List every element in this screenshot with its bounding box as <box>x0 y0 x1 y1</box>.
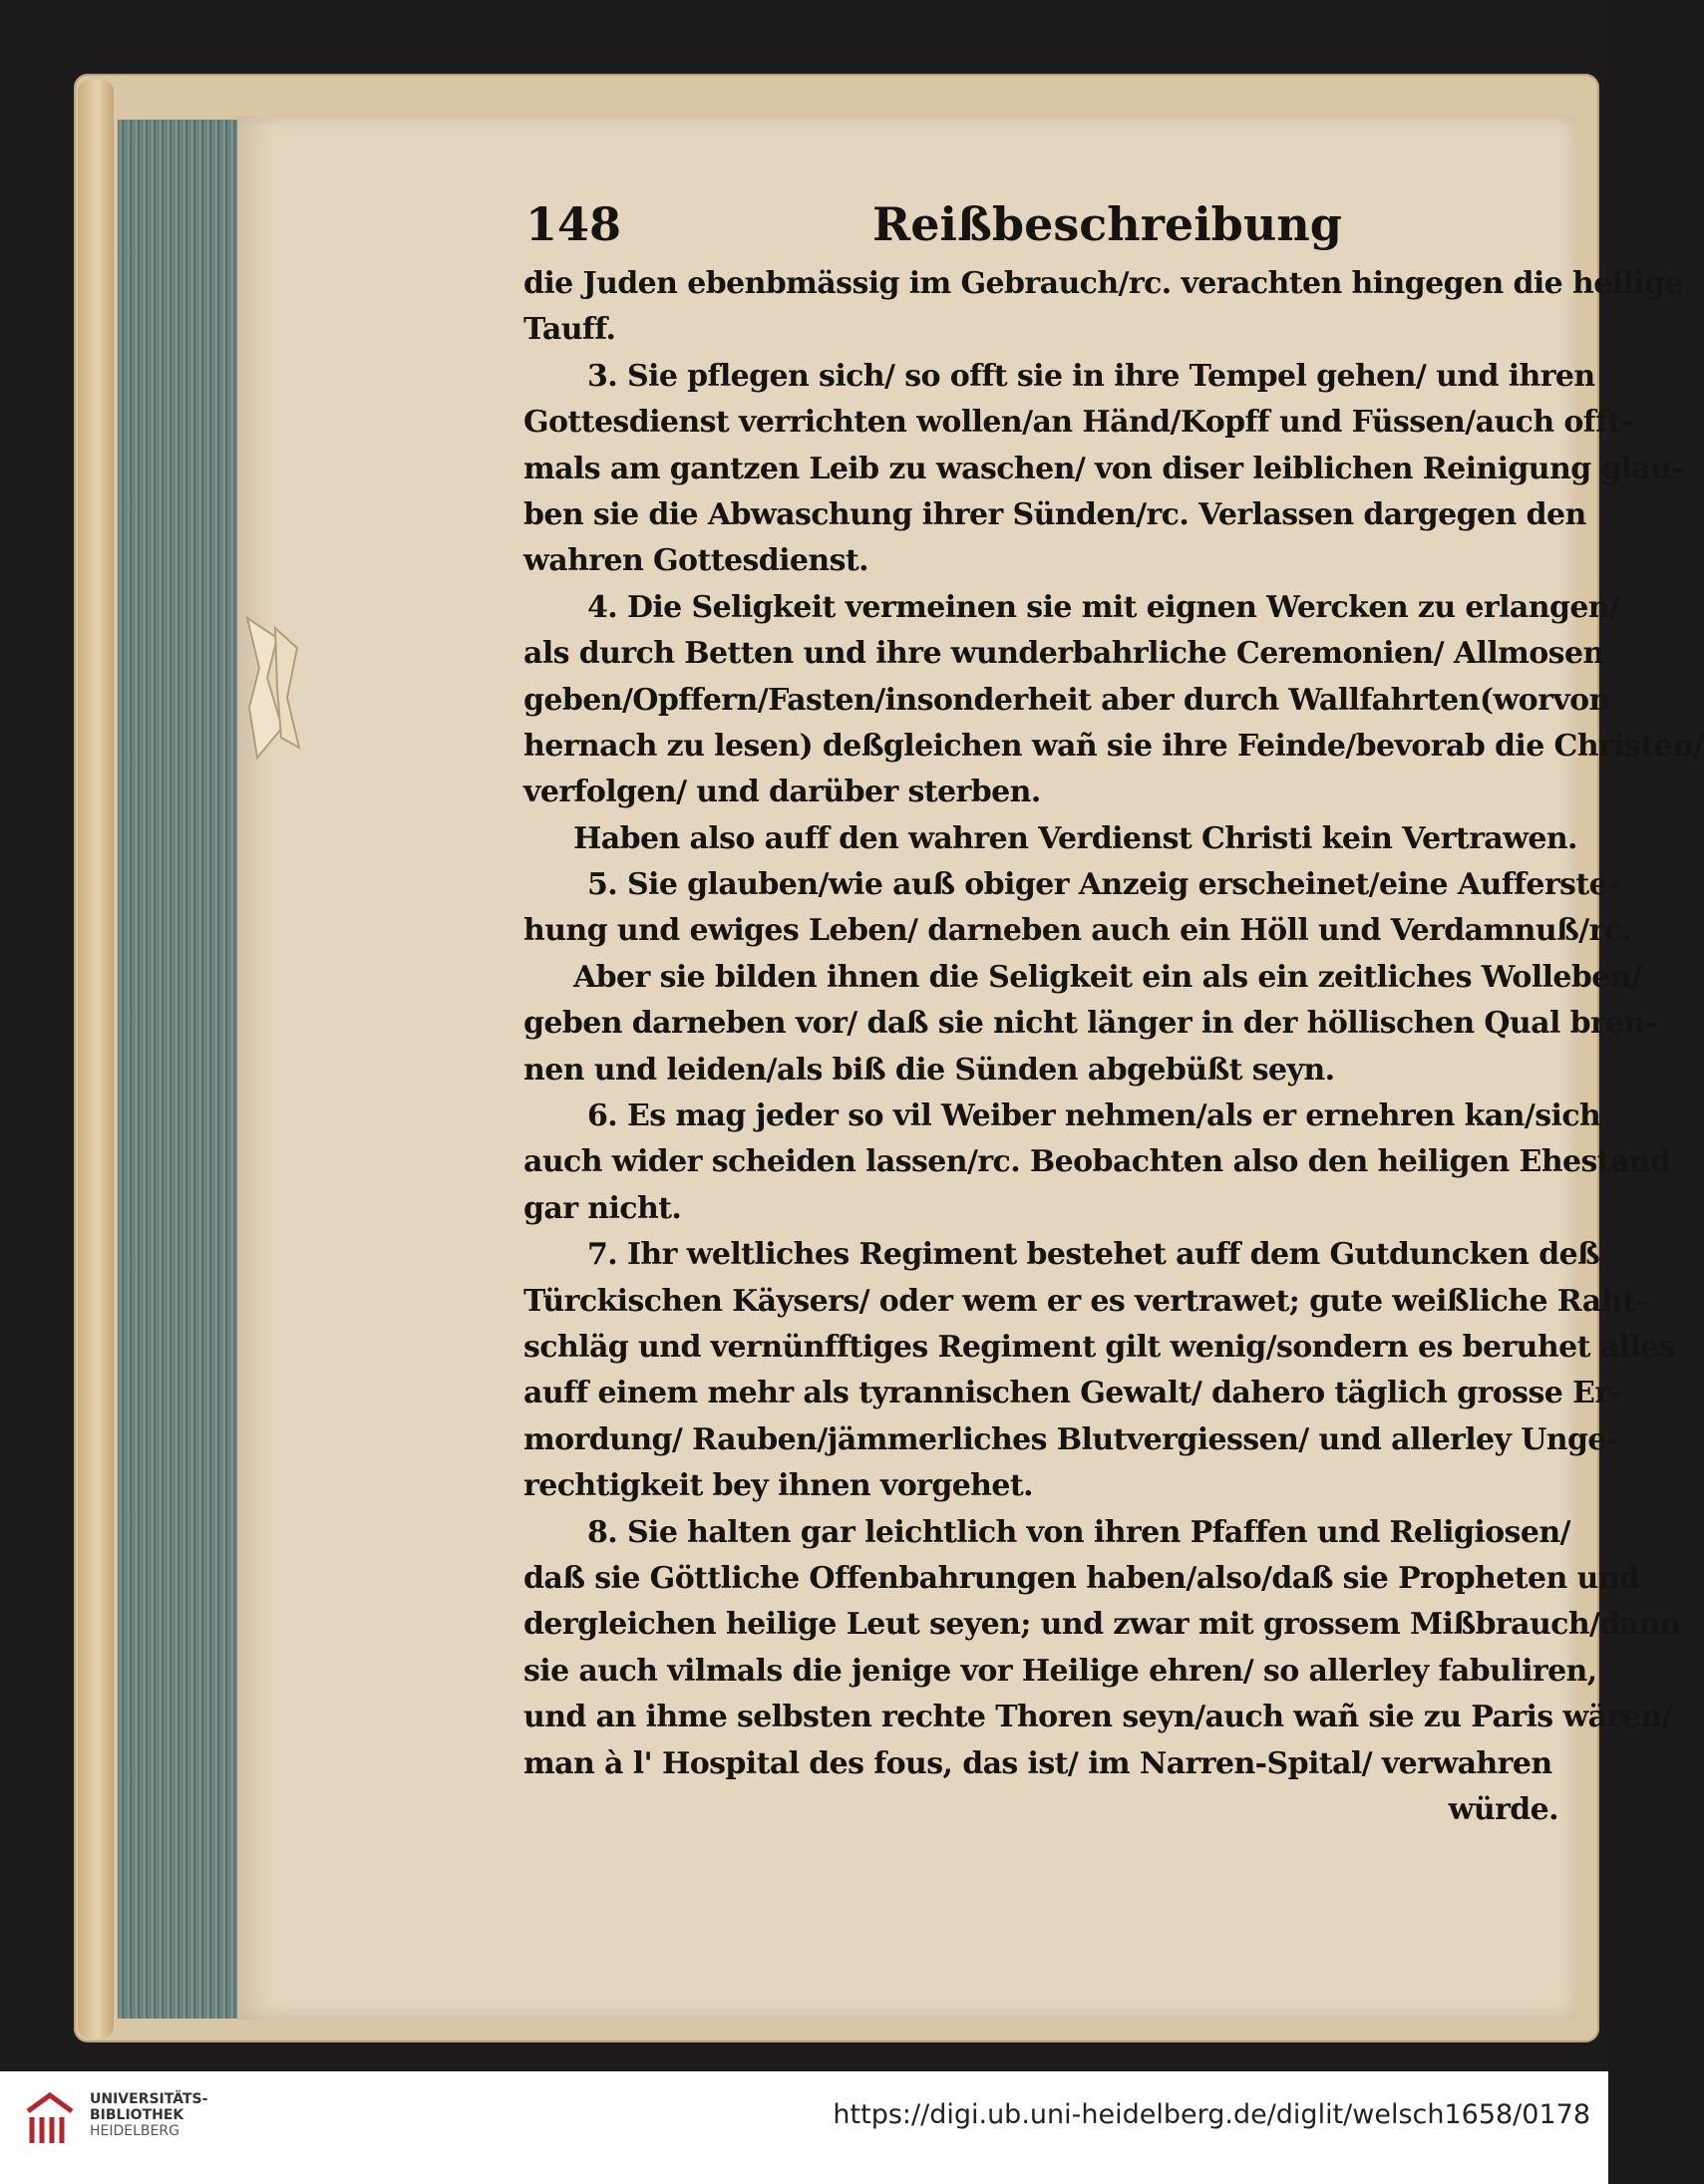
institution-name[interactable] <box>90 2091 207 2139</box>
text-line: auff einem mehr als tyrannischen Gewalt/ dahero täglich grosse Er- <box>523 1376 1622 1411</box>
text-line: 4. Die Seligkeit vermeinen sie mit eignen Wercken zu erlangen/ <box>587 589 1620 625</box>
text-line: ben sie die Abwaschung ihrer Sünden/rc. Verlassen dargegen den <box>523 496 1586 532</box>
text-line: daß sie Göttliche Offenbahrungen haben/also/daß sie Propheten und <box>523 1560 1640 1596</box>
text-line: und an ihme selbsten rechte Thoren seyn/auch wañ sie zu Paris wären/ <box>523 1700 1672 1735</box>
text-line: die Juden ebenbmässig im Gebrauch/rc. verachten hingegen die heilige <box>523 266 1683 301</box>
text-line: hung und ewiges Leben/ darneben auch ein Höll und Verdamnuß/rc. <box>523 913 1632 949</box>
torn-paper-fold <box>237 608 307 768</box>
text-line: dergleichen heilige Leut seyen; und zwar mit grossem Mißbrauch/dann <box>523 1607 1682 1643</box>
running-title: Reißbeschreibung <box>872 197 1342 251</box>
text-line: man à l' Hospital des fous, das ist/ im Narren-Spital/ verwahren <box>523 1745 1552 1781</box>
institution-line-1: UNIVERSITÄTS- <box>90 2091 208 2107</box>
institution-line-3: HEIDELBERG <box>90 2123 179 2139</box>
text-line: 3. Sie pflegen sich/ so offt sie in ihre Tempel gehen/ und ihren <box>587 358 1595 394</box>
university-logo-icon[interactable] <box>22 2089 78 2149</box>
text-line: Tauff. <box>523 312 616 348</box>
book-cover-edge <box>78 80 114 2038</box>
page-text <box>523 197 1704 1833</box>
text-line: mals am gantzen Leib zu waschen/ von diser leiblichen Reinigung glau- <box>523 451 1684 486</box>
text-line: schläg und vernünfftiges Regiment gilt wenig/sondern es beruhet alles <box>523 1329 1675 1365</box>
institution-line-2: BIBLIOTHEK <box>90 2107 184 2123</box>
text-line: Aber sie bilden ihnen die Seligkeit ein als ein zeitliches Wolleben/ <box>573 959 1642 995</box>
text-line: 8. Sie halten gar leichtlich von ihren Pfaffen und Religiosen/ <box>587 1514 1570 1550</box>
text-line: auch wider scheiden lassen/rc. Beobachten also den heiligen Ehestand <box>523 1144 1671 1180</box>
text-line: hernach zu lesen) deßgleichen wañ sie ihre Feinde/bevorab die Christen/ <box>523 728 1704 764</box>
text-line: verfolgen/ und darüber sterben. <box>523 775 1041 810</box>
text-line: rechtigkeit bey ihnen vorgehet. <box>523 1468 1033 1504</box>
text-line: Türckischen Käysers/ oder wem er es vertrawet; gute weißliche Raht- <box>523 1283 1647 1319</box>
text-line: geben/Opffern/Fasten/insonderheit aber durch Wallfahrten(worvon <box>523 682 1610 718</box>
text-line: würde. <box>1448 1791 1558 1827</box>
page-edges <box>118 120 240 2019</box>
viewer-footer <box>0 2071 1608 2184</box>
text-line: gar nicht. <box>523 1190 682 1226</box>
text-line: 7. Ihr weltliches Regiment bestehet auff dem Gutduncken deß <box>587 1237 1600 1273</box>
running-head <box>523 197 1558 261</box>
text-line: nen und leiden/als biß die Sünden abgebüßt seyn. <box>523 1052 1335 1088</box>
text-line: Haben also auff den wahren Verdienst Christi kein Vertrawen. <box>573 820 1577 856</box>
text-line: Gottesdienst verrichten wollen/an Händ/Kopff und Füssen/auch offt- <box>523 405 1633 441</box>
text-line: geben darneben vor/ daß sie nicht länger in der höllischen Qual bren- <box>523 1006 1657 1042</box>
page-number: 148 <box>525 197 622 251</box>
text-line: 5. Sie glauben/wie auß obiger Anzeig erscheinet/eine Aufferste- <box>587 867 1619 903</box>
text-line: wahren Gottesdienst. <box>523 543 869 579</box>
text-line: mordung/ Rauben/jämmerliches Blutvergiessen/ und allerley Unge- <box>523 1421 1618 1457</box>
text-line: sie auch vilmals die jenige vor Heilige ehren/ so allerley fabuliren, <box>523 1653 1597 1689</box>
body-text <box>523 261 1704 1833</box>
page-url-link[interactable]: https://digi.ub.uni-heidelberg.de/diglit/welsch1658/0178 <box>833 2099 1590 2130</box>
text-line: als durch Betten und ihre wunderbahrliche Ceremonien/ Allmosen <box>523 636 1604 672</box>
text-line: 6. Es mag jeder so vil Weiber nehmen/als er ernehren kan/sich <box>587 1098 1601 1134</box>
